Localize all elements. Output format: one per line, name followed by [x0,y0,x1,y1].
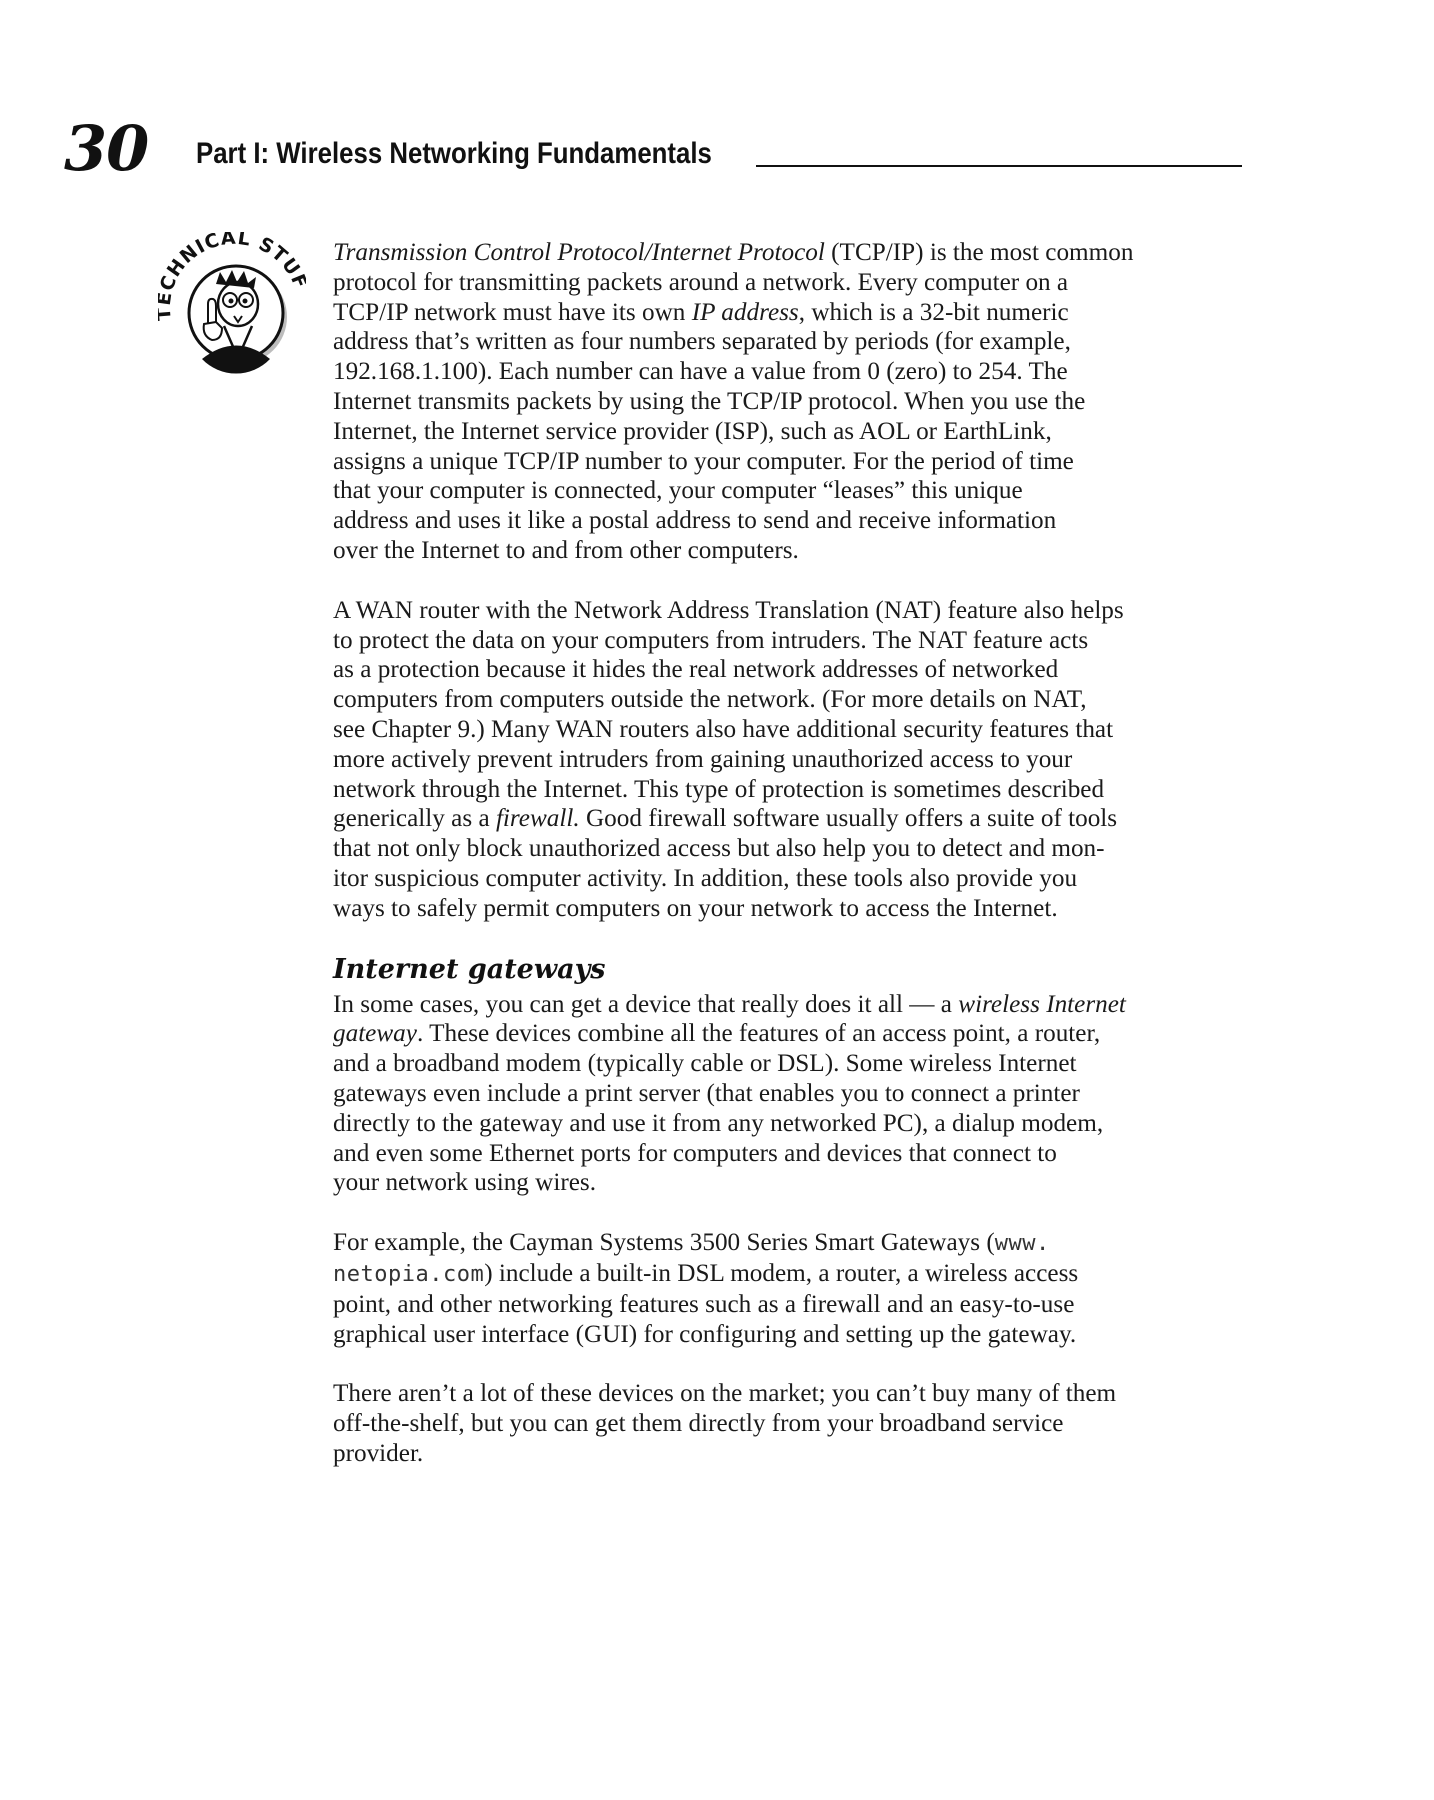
paragraph-gateway [333,990,1245,1199]
technical-stuff-label: CHNICAL STU [158,232,305,294]
line: TCP/IP network must have its own [333,298,692,326]
technical-stuff-icon [158,232,306,380]
line: generically as a [333,805,496,833]
netopia-url-part2[interactable]: netopia.com [333,1261,485,1287]
term-firewall: firewall. [495,805,580,833]
line: graphical user interface (GUI) for configuring and setting up the gateway. [333,1320,1077,1348]
paragraph-availability [333,1379,1245,1468]
line: to protect the data on your computers from intruders. The NAT feature acts [333,626,1089,654]
line: . These devices combine all the features of an access point, a router, [416,1020,1101,1048]
term-tcpip: Transmission Control Protocol/Internet Protocol [333,239,825,266]
netopia-url-part1[interactable]: www. [994,1231,1050,1257]
line: provider. [333,1439,424,1467]
line: (TCP/IP) is the most common [831,239,1134,266]
line: A WAN router with the Network Address Translation (NAT) feature also helps [333,596,1124,624]
line: protocol for transmitting packets around a network. Every computer on a [333,268,1069,296]
line: ways to safely permit computers on your network to access the Internet. [333,894,1058,922]
line: that not only block unauthorized access but also help you to detect and mon- [333,835,1105,863]
line: that your computer is connected, your computer “leases” this unique [333,477,1023,505]
line: over the Internet to and from other computers. [333,536,799,564]
line: address and uses it like a postal address to send and receive information [333,507,1057,535]
line: 192.168.1.100). Each number can have a value from 0 (zero) to 254. The [333,358,1068,386]
line: see Chapter 9.) Many WAN routers also have additional security features that [333,715,1114,743]
running-head-title: Part I: Wireless Networking Fundamentals [196,137,712,170]
body-content [333,238,1245,1469]
line: Internet transmits packets by using the TCP/IP protocol. When you use the [333,387,1086,415]
line: your network using wires. [333,1169,597,1197]
paragraph-nat [333,596,1245,924]
term-gateway: gateway [333,1020,417,1048]
page-number: 30 [64,112,149,185]
paragraph-cayman-example [333,1228,1245,1349]
running-head-rule [756,165,1242,167]
line: For example, the Cayman Systems 3500 Series Smart Gateways ( [333,1229,995,1257]
line: directly to the gateway and use it from any networked PC), a dialup modem, [333,1109,1104,1137]
term-wireless-internet: wireless Internet [958,990,1126,1018]
line: In some cases, you can get a device that really does it all — a [333,990,959,1018]
line: Good firewall software usually offers a suite of tools [579,805,1118,833]
line: more actively prevent intruders from gaining unauthorized access to your [333,745,1073,773]
section-heading: Internet gateways [333,953,606,985]
line: There aren’t a lot of these devices on the market; you can’t buy many of them [333,1380,1117,1408]
paragraph-tcpip [333,238,1245,566]
line: and a broadband modem (typically cable or DSL). Some wireless Internet [333,1050,1077,1078]
line: and even some Ethernet ports for computers and devices that connect to [333,1139,1057,1167]
line: ) include a built-in DSL modem, a router, a wireless access [484,1259,1079,1287]
line: computers from computers outside the network. (For more details on NAT, [333,686,1087,714]
term-ip-address: IP address [691,298,799,326]
line: address that’s written as four numbers separated by periods (for example, [333,328,1071,356]
technical-stuff-icon-graphic [158,232,306,380]
line: network through the Internet. This type of protection is sometimes described [333,775,1105,803]
line: itor suspicious computer activity. In addition, these tools also provide you [333,864,1078,892]
line: , which is a 32-bit numeric [798,298,1069,326]
line: as a protection because it hides the real network addresses of networked [333,656,1059,684]
line: point, and other networking features such as a firewall and an easy-to-use [333,1290,1075,1318]
running-head [196,139,1242,169]
line: assigns a unique TCP/IP number to your computer. For the period of time [333,447,1074,475]
line: off-the-shelf, but you can get them directly from your broadband service [333,1410,1064,1438]
line: gateways even include a print server (that enables you to connect a printer [333,1079,1080,1107]
line: Internet, the Internet service provider (ISP), such as AOL or EarthLink, [333,417,1052,445]
